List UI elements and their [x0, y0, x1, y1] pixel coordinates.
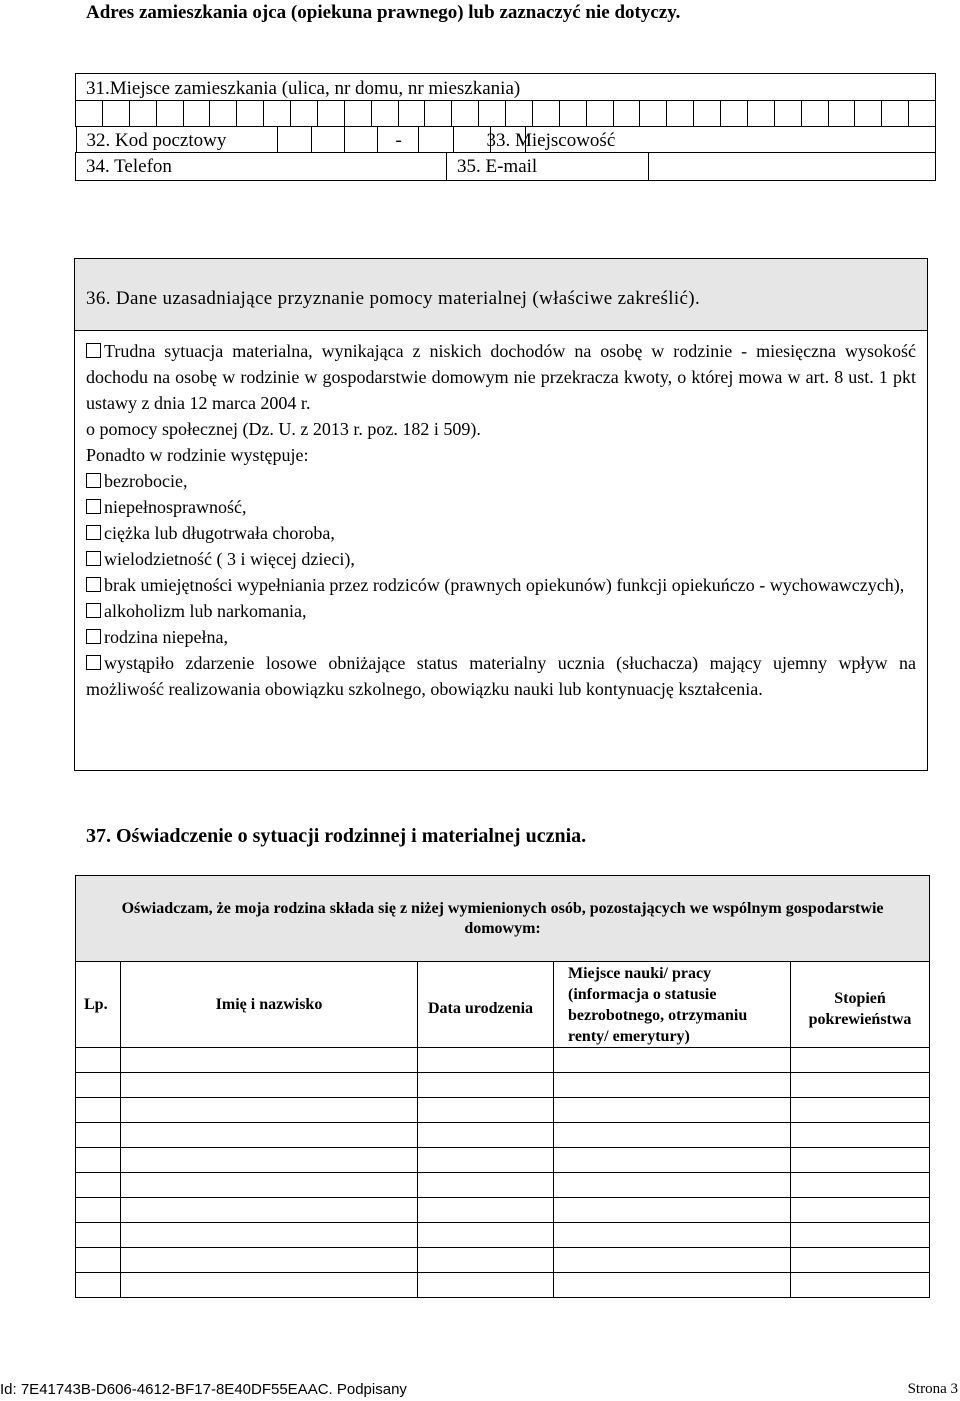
checkbox-icon[interactable]	[86, 655, 101, 670]
table-cell[interactable]	[791, 1173, 930, 1198]
table-cell[interactable]	[418, 1248, 554, 1273]
table-cell[interactable]	[554, 1073, 791, 1098]
table-cell[interactable]	[418, 1073, 554, 1098]
section36-box	[74, 258, 928, 771]
table-cell[interactable]	[76, 1273, 121, 1298]
table-cell[interactable]	[418, 1198, 554, 1223]
option-item[interactable]: wielodzietność ( 3 i więcej dzieci),	[86, 546, 916, 572]
footer-page: Strona 3	[907, 1381, 958, 1397]
section37-title: 37. Oświadczenie o sytuacji rodzinnej i materialnej ucznia.	[86, 825, 587, 847]
table-cell[interactable]	[418, 1173, 554, 1198]
option-item[interactable]: alkoholizm lub narkomania,	[86, 598, 916, 624]
field34-label: 34. Telefon	[86, 156, 172, 177]
field35-label: 35. E-mail	[457, 156, 538, 177]
table-row	[76, 1198, 930, 1223]
table-cell[interactable]	[76, 1148, 121, 1173]
field32-label: 32. Kod pocztowy	[86, 130, 227, 151]
options-list	[86, 468, 916, 702]
table-cell[interactable]	[121, 1123, 418, 1148]
table-cell[interactable]	[418, 1123, 554, 1148]
section36-content	[86, 338, 916, 702]
table-cell[interactable]	[791, 1273, 930, 1298]
table-cell[interactable]	[76, 1098, 121, 1123]
table-cell[interactable]	[554, 1123, 791, 1148]
table-row	[76, 1273, 930, 1298]
field31-cell	[76, 74, 936, 101]
table-cell[interactable]	[554, 1098, 791, 1123]
table-cell[interactable]	[791, 1223, 930, 1248]
col-school-work: Miejsce nauki/ pracy (informacja o statusie bezrobotnego, otrzymaniu renty/ emerytury)	[554, 962, 791, 1048]
table-cell[interactable]	[76, 1198, 121, 1223]
col-relation: Stopień pokrewieństwa	[791, 962, 930, 1048]
declaration-cell	[76, 876, 930, 962]
declaration-text: Oświadczam, że moja rodzina składa się z niżej wymienionych osób, pozostających we wspólnym gospodarstwie domowym:	[121, 899, 884, 937]
checkbox-icon[interactable]	[86, 499, 101, 514]
postal-dash: -	[395, 130, 402, 151]
table-cell[interactable]	[418, 1048, 554, 1073]
option-item[interactable]: wystąpiło zdarzenie losowe obniżające status materialny ucznia (słuchacza) mający ujemny wpływ na możliwość realizowania obowiązku szkolnego, obowiązku nauki lub kontynuację kształcenia.	[86, 653, 916, 699]
checkbox-icon[interactable]	[86, 525, 101, 540]
table-cell[interactable]	[791, 1098, 930, 1123]
option-low-income[interactable]: Trudna sytuacja materialna, wynikająca z niskich dochodów na osobę w rodzinie - miesięczna wysokość dochodu na osobę w rodzinie w gospodarstwie domowym nie przekracza kwoty, o której mowa w art. 8 ust. 1 pkt ustawy z dnia 12 marca 2004 r.	[86, 341, 916, 413]
checkbox-icon[interactable]	[86, 473, 101, 488]
table-row	[76, 1048, 930, 1073]
table-cell[interactable]	[791, 1148, 930, 1173]
table-cell[interactable]	[121, 1148, 418, 1173]
table-cell[interactable]	[418, 1148, 554, 1173]
option-low-income-cont: o pomocy społecznej (Dz. U. z 2013 r. poz. 182 i 509).	[86, 419, 481, 439]
col-birth-date: Data urodzenia	[418, 962, 554, 1048]
table-row	[76, 1098, 930, 1123]
table-cell[interactable]	[554, 1048, 791, 1073]
checkbox-icon[interactable]	[86, 603, 101, 618]
table-cell[interactable]	[554, 1173, 791, 1198]
table-row	[76, 1173, 930, 1198]
col-name: Imię i nazwisko	[121, 962, 418, 1048]
city-input[interactable]	[649, 127, 936, 152]
checkbox-icon[interactable]	[86, 551, 101, 566]
table-cell[interactable]	[121, 1173, 418, 1198]
table-cell[interactable]	[76, 1048, 121, 1073]
table-cell[interactable]	[76, 1223, 121, 1248]
table-row	[76, 1248, 930, 1273]
checkbox-icon[interactable]	[86, 343, 101, 358]
email-input[interactable]	[649, 153, 935, 180]
table-cell[interactable]	[791, 1248, 930, 1273]
family-table	[75, 875, 929, 1298]
table-row	[76, 1073, 930, 1098]
option-item[interactable]: niepełnosprawność,	[86, 494, 916, 520]
table-cell[interactable]	[76, 1248, 121, 1273]
table-cell[interactable]	[121, 1198, 418, 1223]
table-cell[interactable]	[121, 1073, 418, 1098]
street-letter-boxes[interactable]	[76, 101, 936, 127]
table-row	[76, 1148, 930, 1173]
table-cell[interactable]	[418, 1223, 554, 1248]
table-cell[interactable]	[121, 1273, 418, 1298]
table-cell[interactable]	[76, 1123, 121, 1148]
table-cell[interactable]	[554, 1248, 791, 1273]
phone-input[interactable]	[276, 153, 446, 180]
table-cell[interactable]	[791, 1048, 930, 1073]
section36-header	[75, 259, 927, 331]
table-cell[interactable]	[121, 1248, 418, 1273]
table-cell[interactable]	[554, 1198, 791, 1223]
address-form	[75, 73, 936, 207]
table-header-row	[76, 962, 930, 1048]
field31-label: 31.Miejsce zamieszkania (ulica, nr domu, nr mieszkania)	[86, 78, 521, 99]
checkbox-icon[interactable]	[86, 629, 101, 644]
field33-label: 33. Miejscowość	[486, 130, 616, 151]
option-item[interactable]: brak umiejętności wypełniania przez rodziców (prawnych opiekunów) funkcji opiekuńczo - wychowawczych),	[86, 572, 916, 598]
header-note: Adres zamieszkania ojca (opiekuna prawnego) lub zaznaczyć nie dotyczy.	[86, 2, 681, 23]
additional-intro: Ponadto w rodzinie występuje:	[86, 445, 309, 465]
table-row	[76, 1123, 930, 1148]
table-cell[interactable]	[121, 1223, 418, 1248]
table-row	[76, 1223, 930, 1248]
table-cell[interactable]	[76, 1073, 121, 1098]
table-cell[interactable]	[791, 1198, 930, 1223]
option-item[interactable]: ciężka lub długotrwała choroba,	[86, 520, 916, 546]
table-cell[interactable]	[418, 1273, 554, 1298]
table-cell[interactable]	[791, 1073, 930, 1098]
table-cell[interactable]	[121, 1098, 418, 1123]
table-cell[interactable]	[554, 1148, 791, 1173]
table-cell[interactable]	[554, 1273, 791, 1298]
table-cell[interactable]	[554, 1223, 791, 1248]
checkbox-icon[interactable]	[86, 577, 101, 592]
table-cell[interactable]	[121, 1048, 418, 1073]
footer-id: Id: 7E41743B-D606-4612-BF17-8E40DF55EAAC. Podpisany	[0, 1381, 407, 1398]
section36-title: 36. Dane uzasadniające przyznanie pomocy materialnej (właściwe zakreślić).	[86, 288, 701, 309]
col-lp: Lp.	[76, 962, 121, 1048]
table-cell[interactable]	[791, 1123, 930, 1148]
table-cell[interactable]	[76, 1173, 121, 1198]
option-item[interactable]: bezrobocie,	[86, 468, 916, 494]
option-item[interactable]: rodzina niepełna,	[86, 624, 916, 650]
table-cell[interactable]	[418, 1098, 554, 1123]
